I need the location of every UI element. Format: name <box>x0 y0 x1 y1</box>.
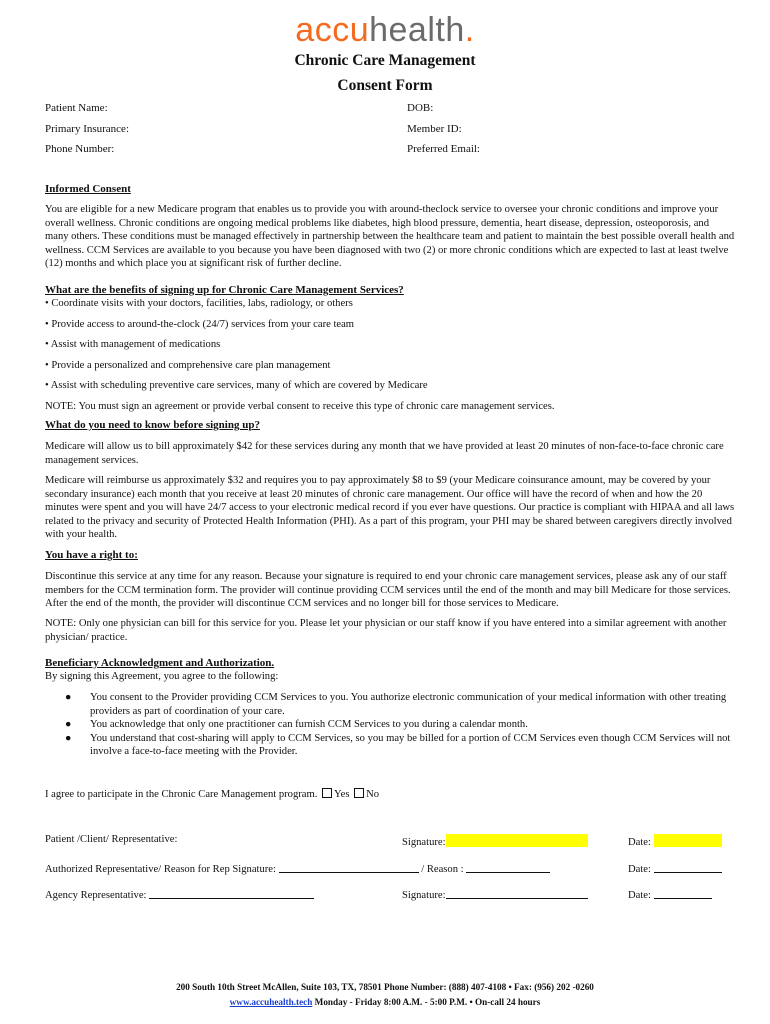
bullet-icon: ● <box>65 732 72 744</box>
patient-name-field[interactable]: Patient Name: <box>45 102 108 114</box>
acknowledgment-item-text: You acknowledge that only one practitioner can furnish CCM Services to you during a calendar month. <box>90 719 528 731</box>
right-to-heading: You have a right to: <box>45 549 138 561</box>
benefit-item: • Assist with management of medications <box>45 339 221 350</box>
phone-number-field[interactable]: Phone Number: <box>45 143 115 155</box>
acknowledgment-item <box>45 691 735 718</box>
authorized-representative-row <box>45 861 550 875</box>
benefits-heading: What are the benefits of signing up for Chronic Care Management Services? <box>45 284 404 296</box>
patient-signature-field[interactable] <box>446 834 588 847</box>
logo-part-health: health <box>369 11 465 49</box>
benefit-item: • Coordinate visits with your doctors, facilities, labs, radiology, or others <box>45 298 353 309</box>
know-before-paragraph-1: Medicare will allow us to bill approximately $42 for these services during any month that we have provided at least 20 minutes of non-face-to-face chronic care management services. <box>45 441 724 466</box>
date-label: Date: <box>628 864 651 875</box>
patient-signature-row <box>402 834 588 848</box>
right-to-paragraph: Discontinue this service at any time for any reason. Because your signature is required to end your chronic care management services, please ask any of our staff members for the CCM termination form. The provider will continue providing CCM services until the end of the month and may bill Medicare for those services. After the end of the month, the provider will discontinue CCM services and no longer bill for those services to Medicare. <box>45 571 731 610</box>
right-to-note: NOTE: Only one physician can bill for this service for you. Please let your physician or our staff know if you have entered into a similar agreement with another physician/ practice. <box>45 618 727 643</box>
agency-date-field[interactable] <box>654 887 712 899</box>
accuhealth-logo <box>0 10 770 50</box>
date-label: Date: <box>628 837 651 848</box>
primary-insurance-field[interactable]: Primary Insurance: <box>45 123 129 135</box>
patient-date-row <box>628 834 722 848</box>
agree-statement <box>45 788 735 802</box>
form-title: Chronic Care Management <box>294 52 476 69</box>
acknowledgment-item <box>45 718 735 732</box>
reason-field[interactable] <box>466 861 550 873</box>
acknowledgment-item-text: You consent to the Provider providing CCM Services to you. You authorize electronic communication of your medical information with other treating providers as part of coordination of your care. <box>90 692 727 717</box>
authorized-date-field[interactable] <box>654 861 722 873</box>
logo-part-accu: accu <box>295 11 370 49</box>
signature-label: Signature: <box>402 837 446 848</box>
acknowledgment-item-text: You understand that cost-sharing will apply to CCM Services, so you may be billed for a portion of CCM Services even though CCM Services will not involve a face-to-face meeting with the Provider. <box>90 732 731 758</box>
no-checkbox[interactable] <box>354 788 364 798</box>
logo-dot: . <box>464 11 475 49</box>
authorized-date-row <box>628 861 722 875</box>
agency-representative-label: Agency Representative: <box>45 890 147 901</box>
informed-consent-text: You are eligible for a new Medicare program that enables us to provide you with around-theclock service to oversee your chronic conditions and improve your overall wellness. Chronic conditions are ongoing medical problems like diabetes, high blood pressure, dementia, heart disease, depression, osteoporosis, and many others. These conditions must be managed effectively in partnership between the healthcare team and patient to maintain the best possible overall health and wellness. CCM Services are available to you because you have been diagnosed with two (2) or more chronic conditions which are expected to last at least twelve (12) months and which place you at significant risk of further decline. <box>45 204 735 270</box>
no-label: No <box>366 789 380 800</box>
agree-text: I agree to participate in the Chronic Care Management program. <box>45 789 318 800</box>
agency-representative-field[interactable] <box>149 887 314 899</box>
authorized-representative-label: Authorized Representative/ Reason for Rep Signature: <box>45 864 276 875</box>
patient-date-field[interactable] <box>654 834 722 847</box>
office-hours: Monday - Friday 8:00 A.M. - 5:00 P.M. • On-call 24 hours <box>312 997 541 1007</box>
know-before-heading: What do you need to know before signing up? <box>45 419 260 431</box>
footer-contact <box>0 997 770 1007</box>
acknowledgment-item <box>45 732 735 759</box>
authorized-representative-field[interactable] <box>279 861 419 873</box>
agency-signature-field[interactable] <box>446 887 588 899</box>
patient-representative-label: Patient /Client/ Representative: <box>45 834 178 845</box>
yes-checkbox[interactable] <box>322 788 332 798</box>
benefits-note: NOTE: You must sign an agreement or provide verbal consent to receive this type of chronic care management services. <box>45 401 555 412</box>
website-link[interactable]: www.accuhealth.tech <box>229 997 313 1007</box>
preferred-email-field[interactable]: Preferred Email: <box>407 143 480 155</box>
acknowledgment-heading: Beneficiary Acknowledgment and Authorization. <box>45 657 275 669</box>
acknowledgment-intro: By signing this Agreement, you agree to the following: <box>45 671 279 682</box>
agency-representative-row <box>45 887 314 901</box>
know-before-paragraph-2: Medicare will reimburse us approximately $32 and requires you to pay approximately $8 to $9 (your Medicare coinsurance amount, may be covered by your secondary insurance) each month that you receive at least 20 minutes of chronic care management. Our office will have the record of when and how the 20 minutes were spent and you will have 24/7 access to your electronic medical record if you ever have questions. Our practice is compliant with HIPAA and all laws related to the privacy and security of Protected Health Information (PHI). As a part of this program, your PHI may be shared between caregivers directly involved with your health. <box>45 475 735 541</box>
reason-label: / Reason : <box>421 864 464 875</box>
agency-date-row <box>628 887 712 901</box>
agency-signature-row <box>402 887 588 901</box>
signature-label: Signature: <box>402 890 446 901</box>
member-id-field[interactable]: Member ID: <box>407 123 462 135</box>
form-subtitle: Consent Form <box>337 77 433 94</box>
acknowledgment-list <box>45 691 735 759</box>
footer-address: 200 South 10th Street McAllen, Suite 103, TX, 78501 Phone Number: (888) 407-4108 • Fax: (956) 202 -0260 <box>176 982 594 992</box>
yes-label: Yes <box>334 789 350 800</box>
informed-consent-heading: Informed Consent <box>45 183 131 195</box>
benefit-item: • Provide access to around-the-clock (24/7) services from your care team <box>45 319 355 330</box>
bullet-icon: ● <box>65 692 72 703</box>
benefit-item: • Assist with scheduling preventive care services, many of which are covered by Medicare <box>45 380 428 391</box>
bullet-icon: ● <box>65 719 72 731</box>
date-label: Date: <box>628 890 651 901</box>
benefit-item: • Provide a personalized and comprehensive care plan management <box>45 360 331 371</box>
dob-field[interactable]: DOB: <box>407 102 434 114</box>
